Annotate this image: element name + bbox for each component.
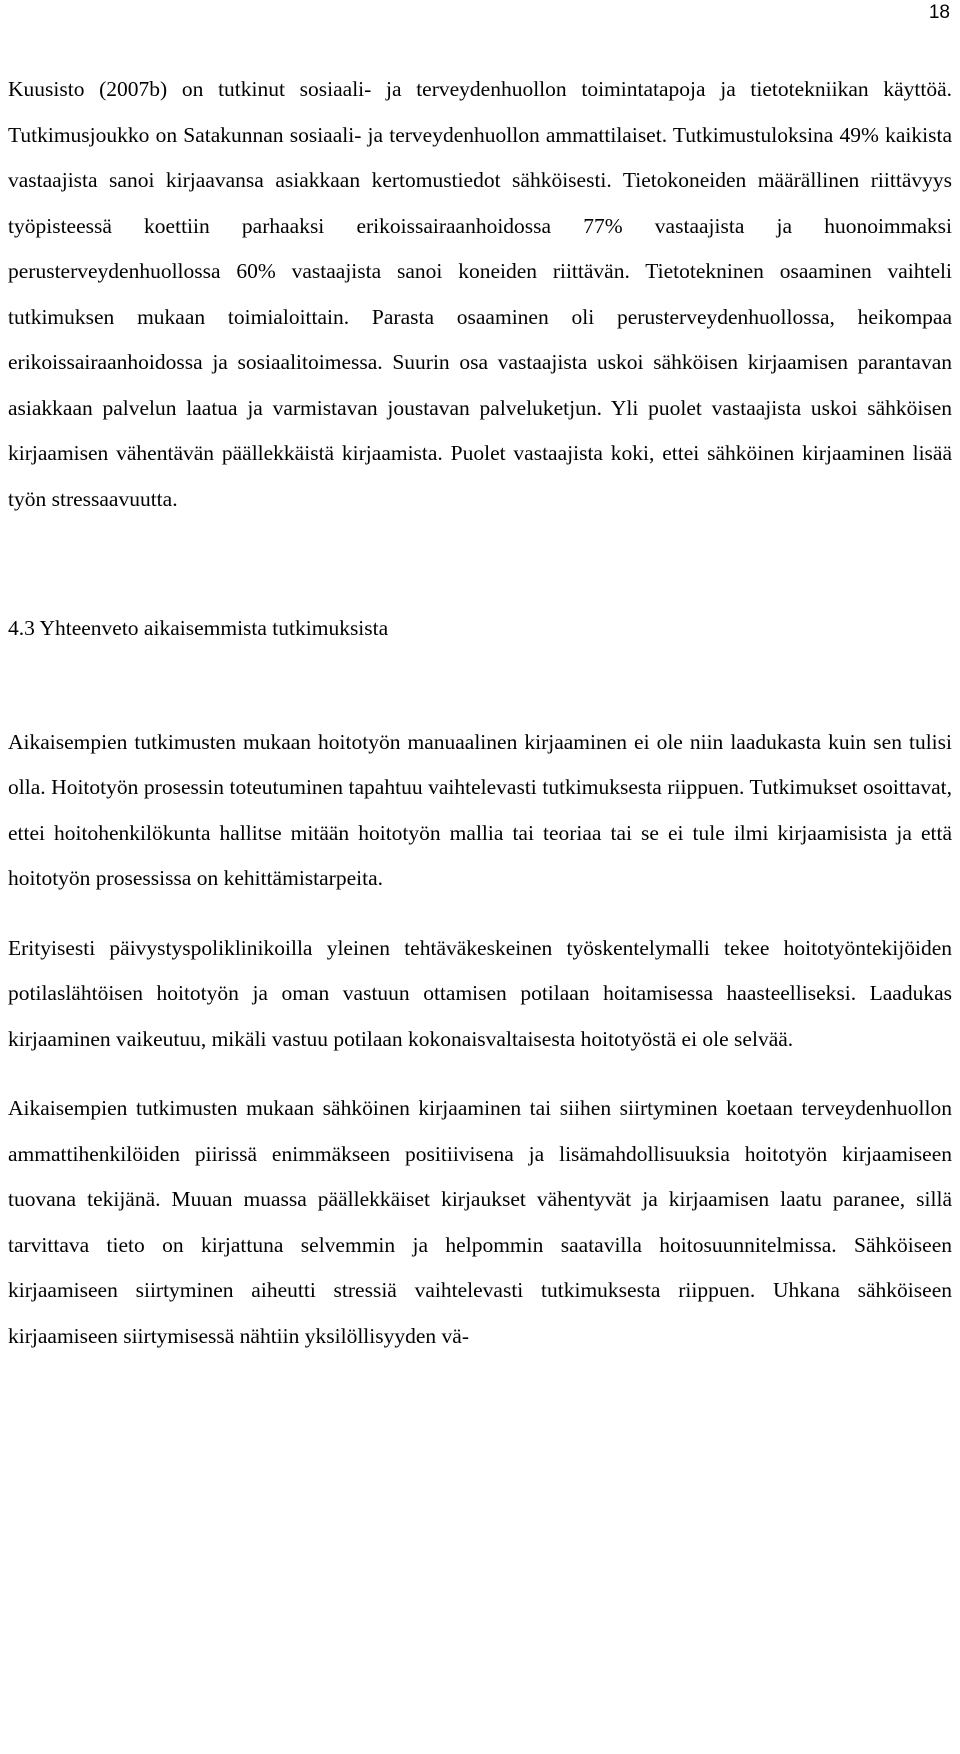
paragraph-emergency-clinics: Erityisesti päivystyspoliklinikoilla yleinen tehtäväkeskeinen työskentelymalli tekee hoitotyöntekijöiden potilaslähtöisen hoitotyön ja oman vastuun ottamisen potilaan hoitamisessa haasteelliseksi. Laadukas kirjaaminen vaikeutuu, mikäli vastuu potilaan kokonaisvaltaisesta hoitotyöstä ei ole selvää.	[8, 935, 952, 1051]
document-body	[8, 67, 952, 1359]
paragraph-manual-documentation: Aikaisempien tutkimusten mukaan hoitotyön manuaalinen kirjaaminen ei ole niin laadukasta kuin sen tulisi olla. Hoitotyön prosessin toteutuminen tapahtuu vaihtelevasti tutkimuksesta riippuen. Tutkimukset osoittavat, ettei hoitohenkilökunta hallitse mitään hoitotyön mallia tai teoriaa tai se ei tule ilmi kirjaamisista ja että hoitotyön prosessissa on kehittämistarpeita.	[8, 729, 952, 890]
paragraph-electronic-documentation: Aikaisempien tutkimusten mukaan sähköinen kirjaaminen tai siihen siirtyminen koetaan terveydenhuollon ammattihenkilöiden piirissä enimmäkseen positiivisena ja lisämahdollisuuksia hoitotyön kirjaamiseen tuovana tekijänä. Muuan muassa päällekkäiset kirjaukset vähentyvät ja kirjaamisen laatu paranee, sillä tarvittava tieto on kirjattuna selvemmin ja helpommin saatavilla hoitosuunnitelmissa. Sähköiseen kirjaamiseen siirtyminen aiheutti stressiä vaihtelevasti tutkimuksesta riippuen. Uhkana sähköiseen kirjaamiseen siirtymisessä nähtiin yksilöllisyyden vä-	[8, 1096, 952, 1348]
page-number: 18	[928, 2, 950, 23]
section-heading: 4.3 Yhteenveto aikaisemmista tutkimuksista	[8, 616, 389, 640]
paragraph-kuusisto-study: Kuusisto (2007b) on tutkinut sosiaali- ja terveydenhuollon toimintatapoja ja tietotekniikan käyttöä. Tutkimusjoukko on Satakunnan sosiaali- ja terveydenhuollon ammattilaiset. Tutkimustuloksina 49% kaikista vastaajista sanoi kirjaavansa asiakkaan kertomustiedot sähköisesti. Tietokoneiden määrällinen riittävyys työpisteessä koettiin parhaaksi erikoissairaanhoidossa 77% vastaajista ja huonoimmaksi perusterveydenhuollossa 60% vastaajista sanoi koneiden riittävän. Tietotekninen osaaminen vaihteli tutkimuksen mukaan toimialoittain. Parasta osaaminen oli perusterveydenhuollossa, heikompaa erikoissairaanhoidossa ja sosiaalitoimessa. Suurin osa vastaajista uskoi sähköisen kirjaamisen parantavan asiakkaan palvelun laatua ja varmistavan joustavan palveluketjun. Yli puolet vastaajista uskoi sähköisen kirjaamisen vähentävän päällekkäistä kirjaamista. Puolet vastaajista koki, ettei sähköinen kirjaaminen lisää työn stressaavuutta.	[8, 77, 952, 511]
